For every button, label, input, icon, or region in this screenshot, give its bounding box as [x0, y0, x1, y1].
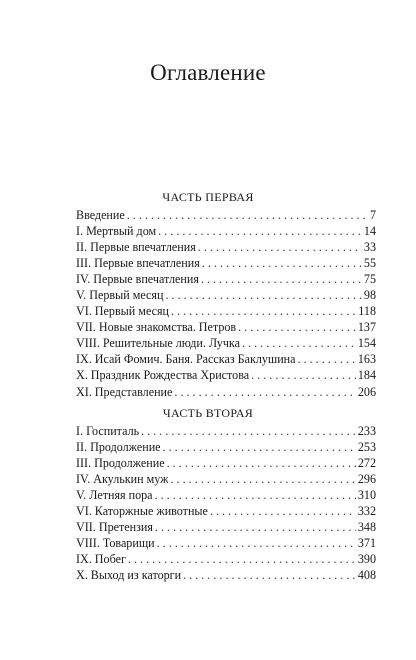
- toc-entry: [76, 551, 376, 567]
- dot-leader: [128, 551, 356, 567]
- toc-entry-page: 408: [357, 568, 376, 583]
- toc-entry: [76, 255, 376, 271]
- toc-part-1: [76, 207, 376, 400]
- toc-entry-page: 163: [357, 352, 376, 367]
- toc-entry-page: 75: [363, 272, 376, 287]
- dot-leader: [141, 423, 356, 439]
- toc-entry-title: X. Выход из каторги: [76, 568, 182, 583]
- toc-entry-title: Введение: [76, 208, 125, 222]
- toc-entry-title: X. Праздник Рождества Христова: [76, 368, 250, 383]
- toc-entry-title: VIII. Решительные люди. Лучка: [76, 336, 240, 351]
- toc-entry-page: 14: [363, 224, 376, 239]
- toc-entry-page: 55: [363, 256, 376, 271]
- toc-part-2: [76, 423, 376, 583]
- dot-leader: [171, 471, 356, 487]
- toc-entry-page: 296: [357, 472, 376, 487]
- toc-entry: [76, 439, 376, 455]
- toc-entry: [76, 567, 376, 583]
- toc-entry-title: II. Продолжение: [76, 440, 161, 455]
- toc-entry-title: VII. Новые знакомства. Петров: [76, 320, 237, 335]
- toc-entry: [76, 487, 376, 503]
- toc-entry-page: 98: [363, 288, 376, 303]
- dot-leader: [157, 535, 356, 551]
- dot-leader: [251, 367, 356, 383]
- toc-entry-page: 118: [358, 304, 376, 319]
- toc-entry-title: XI. Представление: [76, 384, 173, 399]
- dot-leader: [174, 384, 355, 400]
- toc-entry-title: IX. Побег: [76, 552, 126, 567]
- dot-leader: [198, 239, 362, 255]
- toc-entry-page: 272: [357, 456, 376, 471]
- toc-entry-page: 184: [357, 368, 376, 383]
- toc-entry-page: 390: [357, 552, 376, 567]
- dot-leader: [242, 335, 356, 351]
- dot-leader: [183, 567, 356, 583]
- toc-entry: [76, 239, 376, 255]
- toc-entry: [76, 207, 376, 223]
- toc-entry: [76, 367, 376, 383]
- toc-entry: [76, 519, 376, 535]
- dot-leader: [210, 503, 356, 519]
- toc-entry-title: V. Первый месяц: [76, 288, 164, 303]
- toc-entry-title: II. Первые впечатления: [76, 240, 196, 255]
- toc-entry: [76, 535, 376, 551]
- toc-entry-title: VIII. Товарищи: [76, 536, 155, 551]
- dot-leader: [165, 287, 361, 303]
- toc-entry: [76, 384, 376, 400]
- toc-entry-title: IV. Акулькин муж: [76, 472, 169, 487]
- dot-leader: [155, 487, 356, 503]
- toc-entry-page: 7: [369, 208, 376, 222]
- toc-entry: [76, 303, 376, 319]
- part-heading: ЧАСТЬ ПЕРВАЯ: [162, 190, 254, 204]
- toc-entry-page: 206: [357, 384, 376, 399]
- toc-entry: [76, 351, 376, 367]
- toc-entry: [76, 287, 376, 303]
- dot-leader: [167, 455, 356, 471]
- toc-entry-title: III. Продолжение: [76, 456, 165, 471]
- toc-entry-title: IX. Исай Фомич. Баня. Рассказ Баклушина: [76, 352, 296, 367]
- dot-leader: [158, 223, 362, 239]
- toc-entry: [76, 223, 376, 239]
- toc-entry-page: 371: [357, 536, 376, 551]
- toc-entry-page: 154: [357, 336, 376, 351]
- toc-entry-title: V. Летняя пора: [76, 488, 153, 503]
- toc-entry-page: 137: [357, 320, 376, 335]
- toc-entry-title: I. Мертвый дом: [76, 224, 157, 239]
- toc-entry-page: 348: [357, 520, 376, 535]
- page-title: Оглавление: [150, 60, 266, 85]
- toc-entry-title: I. Госпиталь: [76, 424, 140, 438]
- toc-entry-page: 253: [357, 440, 376, 455]
- toc-entry-title: VII. Претензия: [76, 520, 153, 535]
- toc-entry-page: 233: [357, 424, 376, 438]
- dot-leader: [201, 271, 362, 287]
- toc-entry-title: IV. Первые впечатления: [76, 272, 199, 287]
- toc-entry: [76, 423, 376, 439]
- dot-leader: [171, 303, 356, 319]
- part-heading: ЧАСТЬ ВТОРАЯ: [162, 406, 254, 420]
- toc-entry: [76, 319, 376, 335]
- toc-entry: [76, 471, 376, 487]
- dot-leader: [202, 255, 362, 271]
- dot-leader: [298, 351, 356, 367]
- toc-entry: [76, 503, 376, 519]
- dot-leader: [155, 519, 356, 535]
- dot-leader: [238, 319, 356, 335]
- toc-entry: [76, 455, 376, 471]
- toc-entry-page: 33: [363, 240, 376, 255]
- toc-entry-title: VI. Каторжные животные: [76, 504, 208, 519]
- toc-entry-title: III. Первые впечатления: [76, 256, 200, 271]
- dot-leader: [163, 439, 356, 455]
- toc-entry-title: VI. Первый месяц: [76, 304, 170, 319]
- toc-entry-page: 332: [357, 504, 376, 519]
- toc-entry: [76, 271, 376, 287]
- toc-entry: [76, 335, 376, 351]
- toc-entry-page: 310: [357, 488, 376, 503]
- dot-leader: [127, 207, 368, 223]
